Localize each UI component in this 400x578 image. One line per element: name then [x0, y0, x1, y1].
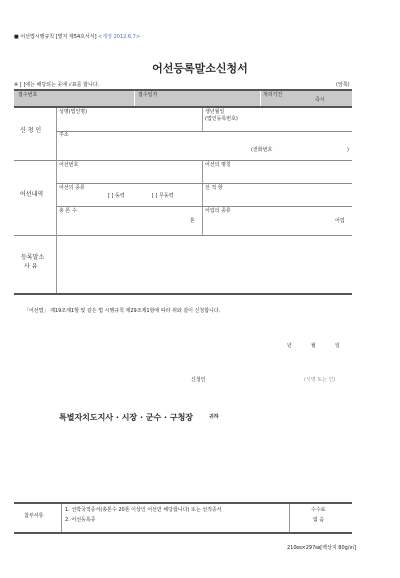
applicant-signature-label: 신청인: [191, 377, 206, 383]
field-divider: [202, 108, 203, 131]
row-divider: [56, 206, 352, 207]
corp-reg-no-label: (법인등록번호): [205, 116, 238, 122]
vessel-type-label: 어선의 종류: [59, 185, 85, 191]
front-side-label: (앞쪽): [336, 82, 350, 88]
amendment-date: <개정 2012.6.7>: [98, 34, 141, 40]
attachment-item-2: 2. 어선등록증: [65, 517, 96, 523]
fee-label: 수수료: [311, 507, 326, 513]
registry-port-label: 선 적 항: [205, 185, 223, 191]
attachments-divider: [61, 504, 62, 532]
address-label: 주소: [59, 132, 69, 138]
powered-checkbox[interactable]: [ ] 동력: [108, 193, 125, 199]
vessel-name-label: 어선의 명칭: [205, 162, 231, 168]
applicant-section-label: 신 청 인: [20, 127, 42, 134]
attachments-bottom-border: [14, 532, 352, 534]
receipt-date-label: 접수일자: [138, 92, 158, 98]
year-label: 년: [287, 343, 292, 349]
addressee-honorific: 귀하: [209, 414, 219, 420]
section-divider: [56, 108, 57, 160]
paper-spec-footer: 210㎜×297㎜[백상지 80g/㎡]: [287, 545, 357, 551]
month-label: 월: [311, 343, 316, 349]
unpowered-checkbox[interactable]: [ ] 무동력: [152, 193, 174, 199]
regulation-header: [14, 35, 140, 41]
receipt-bottom-border: [14, 106, 352, 108]
reason-label-line1: 등록말소: [21, 254, 45, 261]
receipt-no-label: 접수번호: [18, 92, 38, 98]
receipt-bar: [14, 91, 352, 106]
section-border: [14, 160, 352, 161]
form-title: 어선등록말소신청서: [152, 62, 248, 75]
vessel-no-label: 어선번호: [59, 162, 79, 168]
attachments-top-border: [14, 502, 352, 504]
reason-label-line2: 사 유: [24, 263, 38, 270]
regulation-reference: 어선법시행규칙 [별지 제54호서식]: [20, 34, 97, 40]
receipt-divider: [134, 91, 135, 106]
processing-period-label: 처리기간: [263, 92, 283, 98]
phone-label: (전화번호: [251, 147, 273, 153]
processing-period-value: 즉시: [315, 97, 325, 103]
section-border: [14, 235, 352, 236]
attachments-label: 첨부서류: [24, 513, 44, 519]
application-statement: 「어선법」 제19조제1항 및 같은 법 시행규칙 제29조제1항에 따라 위와 같이 신청합니다.: [24, 308, 221, 314]
fee-value: 없 음: [313, 517, 325, 523]
name-label: 성명(법인명): [59, 109, 88, 115]
fishery-unit: 어업: [335, 218, 345, 224]
table-bottom-border: [14, 293, 352, 295]
vessel-section-label: 어선내역: [20, 191, 44, 198]
square-bullet-icon: ■: [14, 34, 19, 40]
fishery-type-label: 어업의 종류: [205, 208, 231, 214]
row-divider: [56, 183, 352, 184]
attachments-divider: [289, 504, 290, 532]
section-divider: [56, 235, 57, 293]
row-divider: [56, 131, 352, 132]
day-label: 일: [335, 343, 340, 349]
addressee-authority: 특별자치도지사 · 시장 · 군수 · 구청장: [59, 413, 194, 422]
section-divider: [56, 160, 57, 235]
check-note: ※ [ ]에는 해당되는 곳에 √표를 합니다.: [14, 82, 100, 88]
birth-date-label: 생년월일: [205, 109, 225, 115]
tonnage-unit: 톤: [190, 218, 195, 224]
phone-close: ): [347, 147, 349, 153]
field-divider: [202, 160, 203, 235]
signature-note: (서명 또는 인): [304, 377, 336, 383]
receipt-divider: [260, 91, 261, 106]
attachment-item-1: 1. 선박국적증서(총톤수 20톤 이상인 어선만 해당합니다) 또는 선적증서: [65, 507, 222, 513]
gross-tonnage-label: 총 톤 수: [59, 208, 77, 214]
